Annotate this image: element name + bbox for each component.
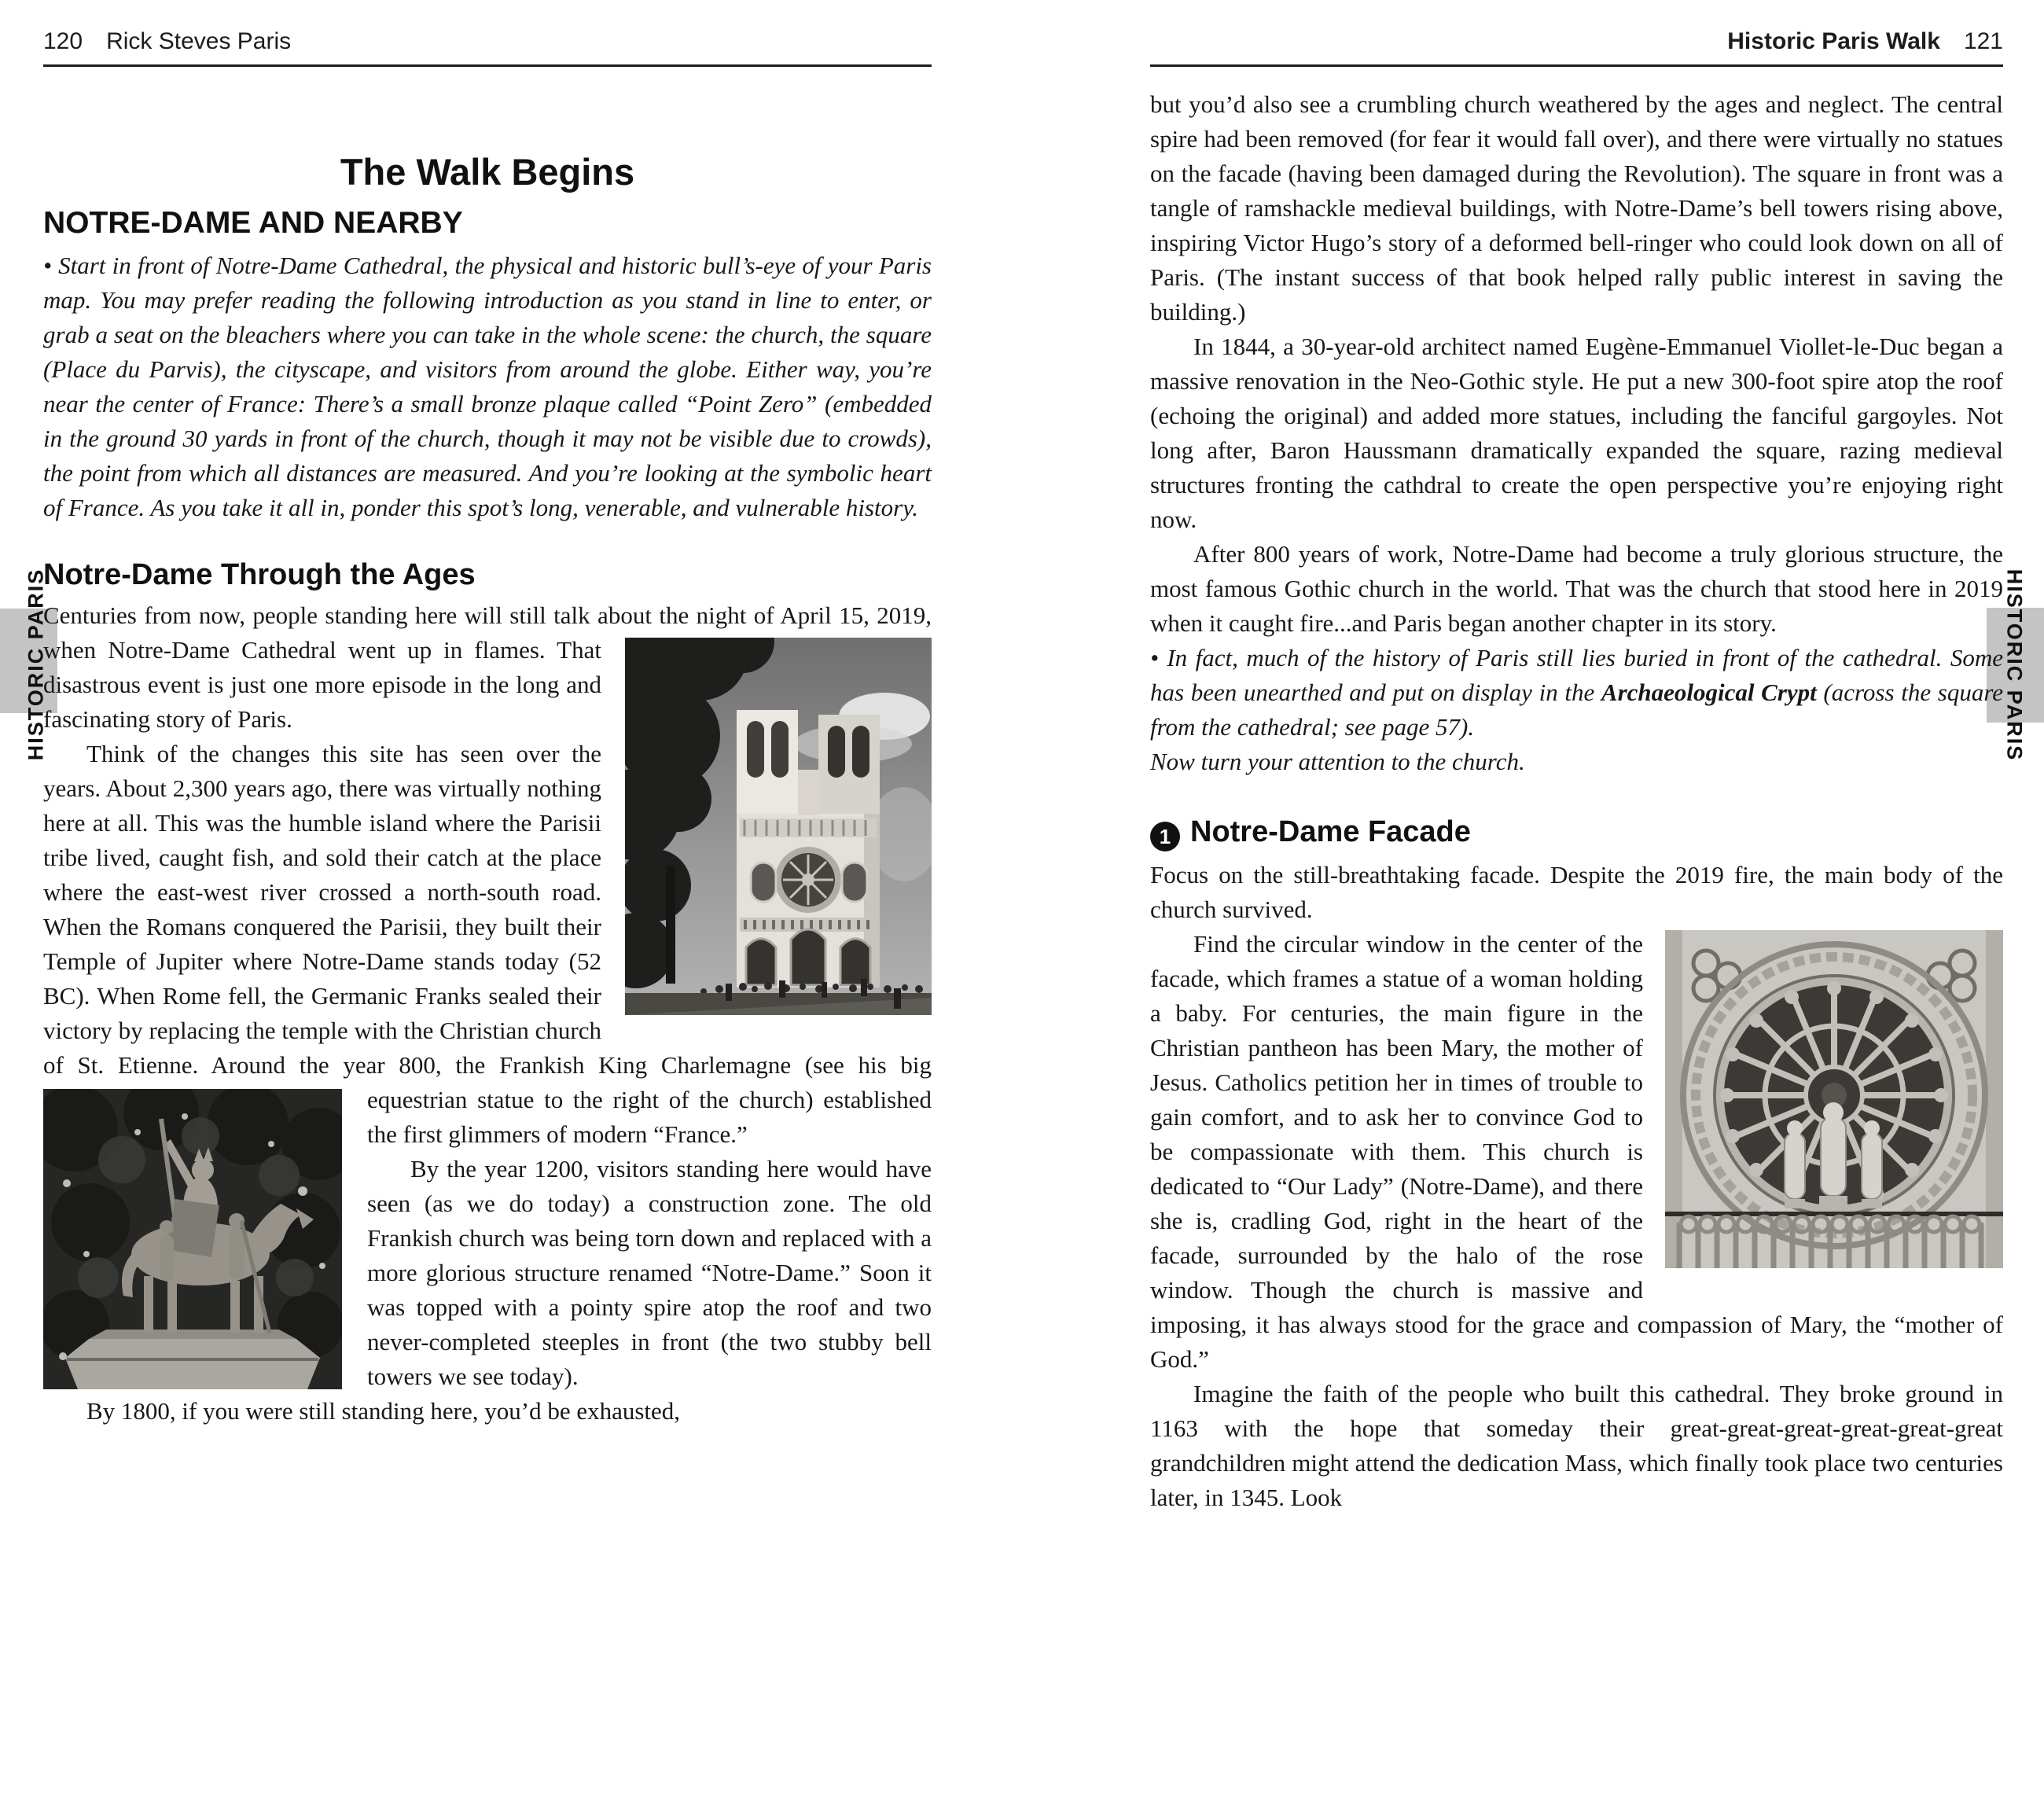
- running-head-right: [1150, 0, 2003, 67]
- paragraph-text: Find the circular window in the center of the facade, which frames a statue of a woman holding a baby. For centuries, the main figure in the Christian pantheon has been Mary, the mother of Jesus. Catholics petition her in times of trouble to gain comfort, and to ask her to convince God to be compassionate with them. This church is dedicated to “Our Lady” (Notre-Dame), and there she is, cradling God, right in the heart of the facade, surrounded by the halo of the rose window. Though the church is massive and imposing, it has always stood for the grace and compassion of Mary, the “mother of God.”: [1150, 930, 2003, 1373]
- charlemagne-statue-illustration: [43, 1089, 342, 1389]
- walk-directive: Now turn your attention to the church.: [1150, 748, 1525, 775]
- page-left: [43, 0, 932, 1429]
- crypt-note-text: • In fact, much of the history of Paris still lies buried in front of the cathedral. Some has been unearthed and put on display in the: [1150, 644, 2003, 706]
- page-number-right: 121: [1963, 28, 2003, 54]
- book-title: Rick Steves Paris: [106, 28, 292, 54]
- page-right: [1150, 0, 2003, 1515]
- paragraph-crumbling-church: but you’d also see a crumbling church weathered by the ages and neglect. The central spire had been removed (for fear it would fall over), and there were virtually no statues on the facade (having been damaged during the Revolution). The square in front was a tangle of ramshackle medieval buildings, with Notre-Dame’s bell towers rising above, inspiring Victor Hugo’s story of a deformed bell-ringer who could look down on all of Paris. (The instant success of that book helped rally public interest in saving the building.): [1150, 90, 2003, 326]
- crypt-note-text: (across the square from the cathedral; see page 57).: [1150, 679, 2003, 741]
- paragraph-text: Think of the changes this site has seen over the years. About 2,300 years ago, there was virtually nothing here at all. This was the humble island where the Parisii tribe lived, caught fish, and sold their catch at the place where the east-west river crossed a north-south road. When the Romans conquered the Parisii, they built their Temple of Jupiter where Notre-Dame stands today (52 BC). When Rome fell, the Germanic Franks sealed their victory by replacing the temple with the Christian church of St. Etienne. Around the year 800, the Frankish King Charlemagne (see his big equestrian statue to the: [43, 740, 932, 1113]
- rose-window-photo: [1665, 930, 2003, 1268]
- paragraph-800-years: After 800 years of work, Notre-Dame had become a truly glorious structure, the most famous Gothic church in the world. That was the church that stood here in 2019 when it caught fire...and Paris began another chapter in its story.: [1150, 540, 2003, 637]
- paragraph-faith: Imagine the faith of the people who built this cathedral. They broke ground in 1163 with the hope that someday their great-great-great-great-great-great grandchildren might attend the dedication Mass, which finally took place two centuries later, in 1345. Look: [1150, 1380, 2003, 1511]
- paragraph-text: right of the church) established the first glimmers of modern “France.”: [367, 1086, 932, 1148]
- rose-window-illustration: [1665, 930, 2003, 1268]
- notre-dame-facade-illustration: [625, 638, 932, 1015]
- walk-title: The Walk Begins: [340, 151, 635, 193]
- running-head-left: [43, 0, 932, 67]
- paragraph-rose-window: [1150, 927, 2003, 1377]
- paragraph-1844-renovation: In 1844, a 30-year-old architect named Eugène-Emmanuel Viollet-le-Duc began a massive renovation in the Neo-Gothic style. He put a new 300-foot spire atop the roof (echoing the original) and added more statues, including the fanciful gargoyles. Not long after, Baron Haussmann dramatically expanded the square, razing medieval structures fronting the cathdral to create the open perspective you’re enjoying right now.: [1150, 333, 2003, 533]
- paragraph-year-1200: By the year 1200, visitors standing here would have seen (as we do today) a construction zone. The old Frankish church was being torn down and replaced with a more glorious structure renamed “Notre-Dame.” Soon it was topped with a pointy spire atop the roof and two never-completed steeples in front (the two stubby bell towers we see today).: [367, 1155, 932, 1390]
- paragraph-focus-facade: Focus on the still-breathtaking facade. Despite the 2019 fire, the main body of the church survived.: [1150, 861, 2003, 923]
- intro-directions: • Start in front of Notre-Dame Cathedral, the physical and historic bull’s-eye of your Paris map. You may prefer reading the following introduction as you stand in line to enter, or grab a seat on the bleachers where you can take in the whole scene: the church, the square (Place du Parvis), the cityscape, and visitors from around the globe. Either way, you’re near the center of France: There’s a small bronze plaque called “Point Zero” (embedded in the ground 30 yards in front of the church, though it may not be visible due to crowds), the point from which all distances are measured. And you’re looking at the symbolic heart of France. As you take it all in, ponder this spot’s long, venerable, and vulnerable history.: [43, 252, 932, 521]
- chapter-tab-right-label: HISTORIC PARIS: [2002, 568, 2027, 762]
- paragraph-text: Centuries from now, people standing here will still talk about the night of April 15, 2019, when Notre-Dame Cathedral went up in: [43, 601, 932, 664]
- heading-notre-dame-through-the-ages: Notre-Dame Through the Ages: [43, 558, 476, 591]
- crypt-note-bold: Archaeological Crypt: [1601, 679, 1817, 706]
- crypt-note: [1150, 641, 2003, 745]
- heading-text: Notre-Dame Facade: [1190, 815, 1471, 848]
- heading-notre-dame-facade: [1150, 815, 2003, 851]
- notre-dame-facade-photo: [625, 638, 932, 1015]
- paragraph-fire: [43, 598, 932, 737]
- paragraph-by-1800: By 1800, if you were still standing here, you’d be exhausted,: [86, 1397, 681, 1425]
- page-number-left: 120: [43, 28, 83, 54]
- paragraph-text: flames. That disastrous event is just one more episode in the long and fascinating story of Paris.: [43, 636, 601, 733]
- chapter-tab-left-label: HISTORIC PARIS: [24, 568, 48, 761]
- stop-number-badge: 1: [1150, 822, 1180, 851]
- section-heading-notre-dame-and-nearby: NOTRE-DAME AND NEARBY: [43, 206, 463, 240]
- charlemagne-statue-photo: [43, 1089, 342, 1389]
- chapter-title: Historic Paris Walk: [1727, 28, 1940, 54]
